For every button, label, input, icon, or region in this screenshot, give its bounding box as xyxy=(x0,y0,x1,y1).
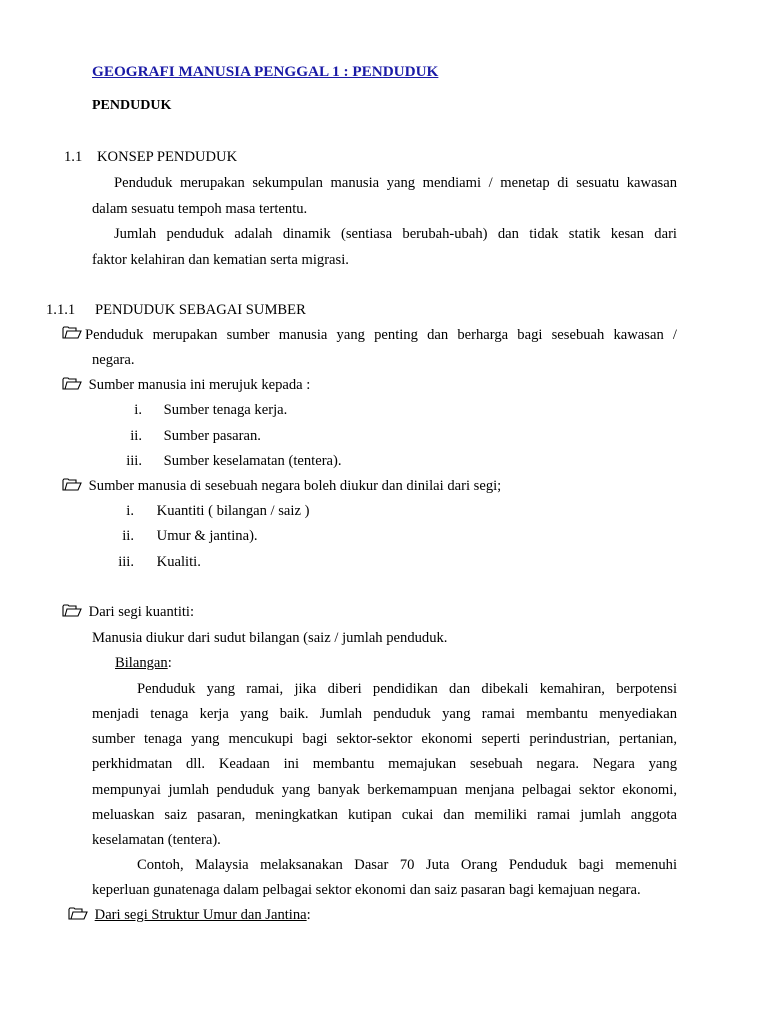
folder-icon xyxy=(62,326,82,339)
list-item xyxy=(110,401,287,419)
bullet-text-cont: negara. xyxy=(92,352,135,368)
bilangan-heading xyxy=(115,654,172,672)
paragraph-line: dalam sesuatu tempoh masa tertentu. xyxy=(92,201,308,217)
paragraph-line: mempunyai jumlah penduduk yang banyak berkemampuan menjana pelbagai sektor ekonomi, xyxy=(92,782,677,798)
bullet-text: Sumber manusia di sesebuah negara boleh diukur dan dinilai dari segi; xyxy=(88,478,502,494)
list-item xyxy=(110,427,261,445)
bullet-text: Sumber manusia ini merujuk kepada : xyxy=(88,377,311,393)
subtitle: PENDUDUK xyxy=(92,98,172,113)
section-number: 1.1.1 xyxy=(46,302,76,318)
paragraph-line: keselamatan (tentera). xyxy=(92,832,221,848)
list-number: ii. xyxy=(130,428,142,444)
bullet-text: Penduduk merupakan sumber manusia yang penting dan berharga bagi sesebuah kawasan / xyxy=(85,327,677,343)
list-number: iii. xyxy=(118,554,134,570)
list-text: Umur & jantina). xyxy=(156,528,258,544)
list-number: i. xyxy=(126,503,134,519)
page-title: GEOGRAFI MANUSIA PENGGAL 1 : PENDUDUK xyxy=(92,63,439,80)
paragraph-line: keperluan gunatenaga dalam pelbagai sektor ekonomi dan saiz pasaran bagi kemajuan negara. xyxy=(92,882,641,898)
folder-icon xyxy=(62,478,82,491)
bullet-item xyxy=(62,376,310,394)
list-item xyxy=(102,527,258,545)
list-item xyxy=(102,553,201,571)
folder-icon xyxy=(68,907,88,920)
paragraph-line: Manusia diukur dari sudut bilangan (saiz / jumlah penduduk. xyxy=(92,630,448,646)
paragraph-line: menjadi tenaga kerja yang baik. Jumlah penduduk yang ramai membantu menyediakan xyxy=(92,706,677,722)
paragraph-line: faktor kelahiran dan kematian serta migrasi. xyxy=(92,252,349,268)
list-number: iii. xyxy=(126,453,142,469)
list-item xyxy=(102,502,309,520)
bullet-colon: : xyxy=(306,907,311,923)
list-number: ii. xyxy=(122,528,134,544)
list-item xyxy=(110,452,342,470)
list-number: i. xyxy=(134,402,142,418)
bullet-text: Dari segi Struktur Umur dan Jantina xyxy=(94,907,307,923)
section-heading: PENDUDUK SEBAGAI SUMBER xyxy=(95,302,306,318)
paragraph-line: Penduduk yang ramai, jika diberi pendidikan dan dibekali kemahiran, berpotensi xyxy=(137,681,677,697)
folder-icon xyxy=(62,377,82,390)
bullet-item xyxy=(68,906,311,924)
list-text: Sumber tenaga kerja. xyxy=(163,402,288,418)
paragraph-line: meluaskan saiz pasaran, meningkatkan kutipan cukai dan memiliki ramai jumlah anggota xyxy=(92,807,677,823)
bilangan-colon: : xyxy=(167,655,172,671)
paragraph-line: Jumlah penduduk adalah dinamik (sentiasa berubah-ubah) dan tidak statik kesan dari xyxy=(114,226,677,242)
bullet-item xyxy=(62,326,677,344)
paragraph-line: Penduduk merupakan sekumpulan manusia yang mendiami / menetap di sesuatu kawasan xyxy=(114,175,677,191)
paragraph-line: Contoh, Malaysia melaksanakan Dasar 70 Juta Orang Penduduk bagi memenuhi xyxy=(137,857,677,873)
folder-icon xyxy=(62,604,82,617)
bullet-text: Dari segi kuantiti: xyxy=(88,604,195,620)
section-number: 1.1 xyxy=(64,149,83,165)
section-heading: KONSEP PENDUDUK xyxy=(97,149,238,165)
list-text: Kuantiti ( bilangan / saiz ) xyxy=(156,503,310,519)
bullet-item xyxy=(62,603,194,621)
paragraph-line: sumber tenaga yang mencukupi bagi sektor-sektor ekonomi seperti perindustrian, pertanian, xyxy=(92,731,677,747)
paragraph-line: perkhidmatan dll. Keadaan ini membantu memajukan sesebuah negara. Negara yang xyxy=(92,756,677,772)
list-text: Sumber keselamatan (tentera). xyxy=(163,453,342,469)
bullet-item xyxy=(62,477,501,495)
list-text: Sumber pasaran. xyxy=(163,428,261,444)
list-text: Kualiti. xyxy=(156,554,201,570)
bilangan-label: Bilangan xyxy=(115,655,168,671)
